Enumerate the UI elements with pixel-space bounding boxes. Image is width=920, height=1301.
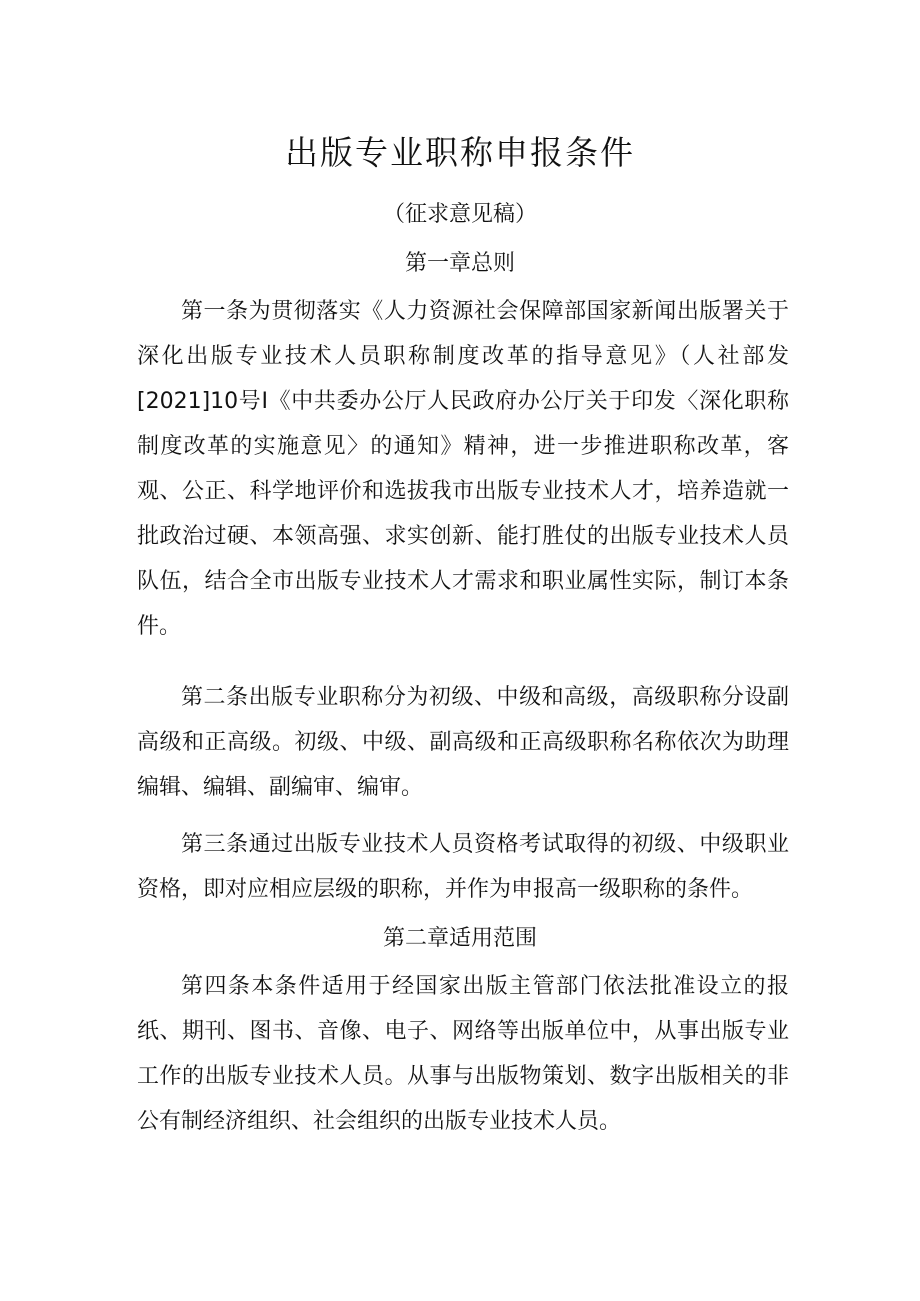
article-3-paragraph: 第三条通过出版专业技术人员资格考试取得的初级、中级职业资格，即对应相应层级的职称，并作为申报高一级职称的条件。	[137, 832, 789, 902]
article-4-paragraph: 第四条本条件适用于经国家出版主管部门依法批准设立的报纸、期刊、图书、音像、电子、网络等出版单位中，从事出版专业工作的出版专业技术人员。从事与出版物策划、数字出版相关的非公有制经济组织、社会组织的出版专业技术人员。	[137, 974, 789, 1134]
chapter-heading-scope: 第二章适用范围	[382, 926, 537, 951]
document-subtitle: （征求意见稿）	[382, 202, 537, 227]
chapter-heading-general: 第一章总则	[404, 251, 515, 276]
article-2-paragraph: 第二条出版专业职称分为初级、中级和高级，高级职称分设副高级和正高级。初级、中级、副高级和正高级职称名称依次为助理编辑、编辑、副编审、编审。	[137, 685, 789, 800]
article-1-paragraph: 第一条为贯彻落实《人力资源社会保障部国家新闻出版署关于深化出版专业技术人员职称制度改革的指导意见》（人社部发[2021]10号I《中共委办公厅人民政府办公厅关于印发〈深化职称制度改革的实施意见〉的通知》精神，进一步推进职称改革，客观、公正、科学地评价和选拔我市出版专业技术人才，培养造就一批政治过硬、本领高强、求实创新、能打胜仗的出版专业技术人员队伍，结合全市出版专业技术人才需求和职业属性实际，制订本条件。	[137, 299, 789, 639]
document-title: 出版专业职称申报条件	[285, 133, 635, 172]
